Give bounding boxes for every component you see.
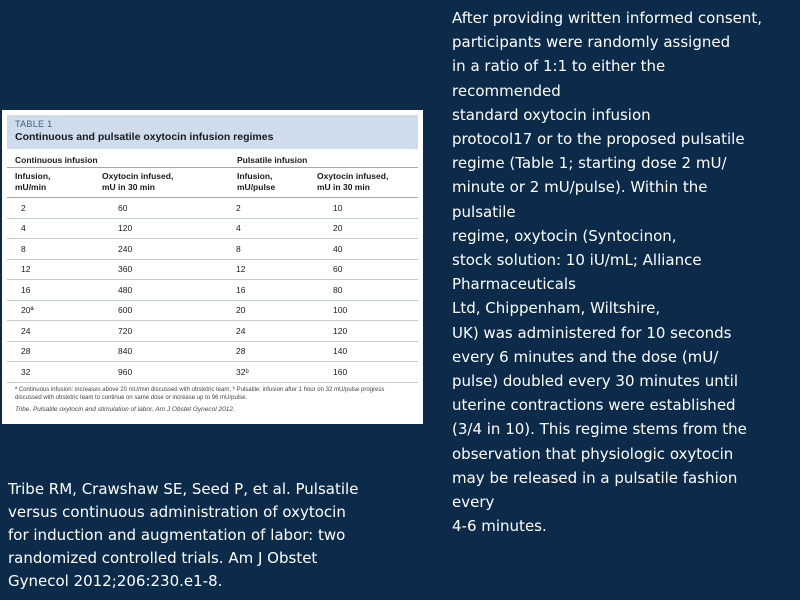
text-line: stock solution: 10 iU/mL; Alliance (452, 251, 702, 270)
table-row: 4 120 4 20 (7, 219, 418, 240)
text-line: pulse) doubled every 30 minutes until (452, 372, 738, 391)
citation-line: Tribe RM, Crawshaw SE, Seed P, et al. Pulsatile (8, 480, 359, 498)
text-line: 4-6 minutes. (452, 517, 547, 536)
table-row: 2 60 2 10 (7, 198, 418, 219)
table-row: 16 480 16 80 (7, 280, 418, 301)
text-line: UK) was administered for 10 seconds (452, 323, 732, 342)
text-line: regime, oxytocin (Syntocinon, (452, 226, 677, 245)
table-footnote: ª Continuous infusion: increases above 20 mU/min discussed with obstetric team; ᵇ Pulsatile: infusion after 1 hour on 32 mU/pulse progress discussed with obstetric team to continue on same dose or increase up to 96 mU/pulse. (15, 386, 385, 401)
table-row: 24 720 24 120 (7, 321, 418, 342)
citation-line: Gynecol 2012;206:230.e1-8. (8, 572, 223, 590)
table-label: TABLE 1 (15, 119, 53, 129)
table-row: 32 960 32ᵇ 160 (7, 362, 418, 383)
table-figure (2, 110, 423, 424)
table-row: 8 240 8 40 (7, 239, 418, 260)
col-header-oxytocin-continuous: Oxytocin infused, mU in 30 min (102, 171, 174, 192)
col-header-oxytocin-pulsatile: Oxytocin infused, mU in 30 min (317, 171, 389, 192)
group-header-row (7, 149, 418, 168)
text-line: Ltd, Chippenham, Wiltshire, (452, 299, 661, 318)
text-line: pulsatile (452, 202, 516, 221)
group-pulsatile: Pulsatile infusion (237, 155, 308, 165)
text-line: standard oxytocin infusion (452, 105, 651, 124)
text-line: may be released in a pulsatile fashion (452, 468, 738, 487)
text-line: in a ratio of 1:1 to either the (452, 57, 666, 76)
text-line: Pharmaceuticals (452, 275, 576, 294)
group-continuous: Continuous infusion (15, 155, 98, 165)
citation-line: for induction and augmentation of labor: two (8, 526, 346, 544)
text-line: observation that physiologic oxytocin (452, 444, 734, 463)
text-line: every 6 minutes and the dose (mU/ (452, 347, 719, 366)
text-line: uterine contractions were established (452, 396, 736, 415)
citation-line: versus continuous administration of oxytocin (8, 503, 346, 521)
table-title: Continuous and pulsatile oxytocin infusion regimes (15, 131, 274, 143)
table-source: Tribe. Pulsatile oxytocin and stimulation of labor. Am J Obstet Gynecol 2012. (15, 405, 235, 413)
citation-text (8, 478, 408, 593)
text-line: After providing written informed consent, (452, 9, 763, 27)
table-row: 28 840 28 140 (7, 342, 418, 363)
text-line: every (452, 493, 495, 512)
text-line: (3/4 in 10). This regime stems from the (452, 420, 747, 439)
text-line: recommended (452, 81, 561, 100)
table-row: 20ª 600 20 100 (7, 301, 418, 322)
table-header (7, 115, 418, 149)
table-body (7, 149, 418, 383)
text-line: regime (Table 1; starting dose 2 mU/ (452, 154, 727, 173)
citation-line: randomized controlled trials. Am J Obstet (8, 549, 318, 567)
col-header-infusion-mu-min: Infusion, mU/min (15, 171, 51, 192)
table-row: 12 360 12 60 (7, 260, 418, 281)
body-text (452, 6, 792, 538)
table-rows (7, 198, 418, 383)
text-line: participants were randomly assigned (452, 33, 731, 52)
text-line: minute or 2 mU/pulse). Within the (452, 178, 708, 197)
column-header-row (7, 168, 418, 198)
col-header-infusion-mu-pulse: Infusion, mU/pulse (237, 171, 276, 192)
text-line: protocol17 or to the proposed pulsatile (452, 130, 745, 149)
